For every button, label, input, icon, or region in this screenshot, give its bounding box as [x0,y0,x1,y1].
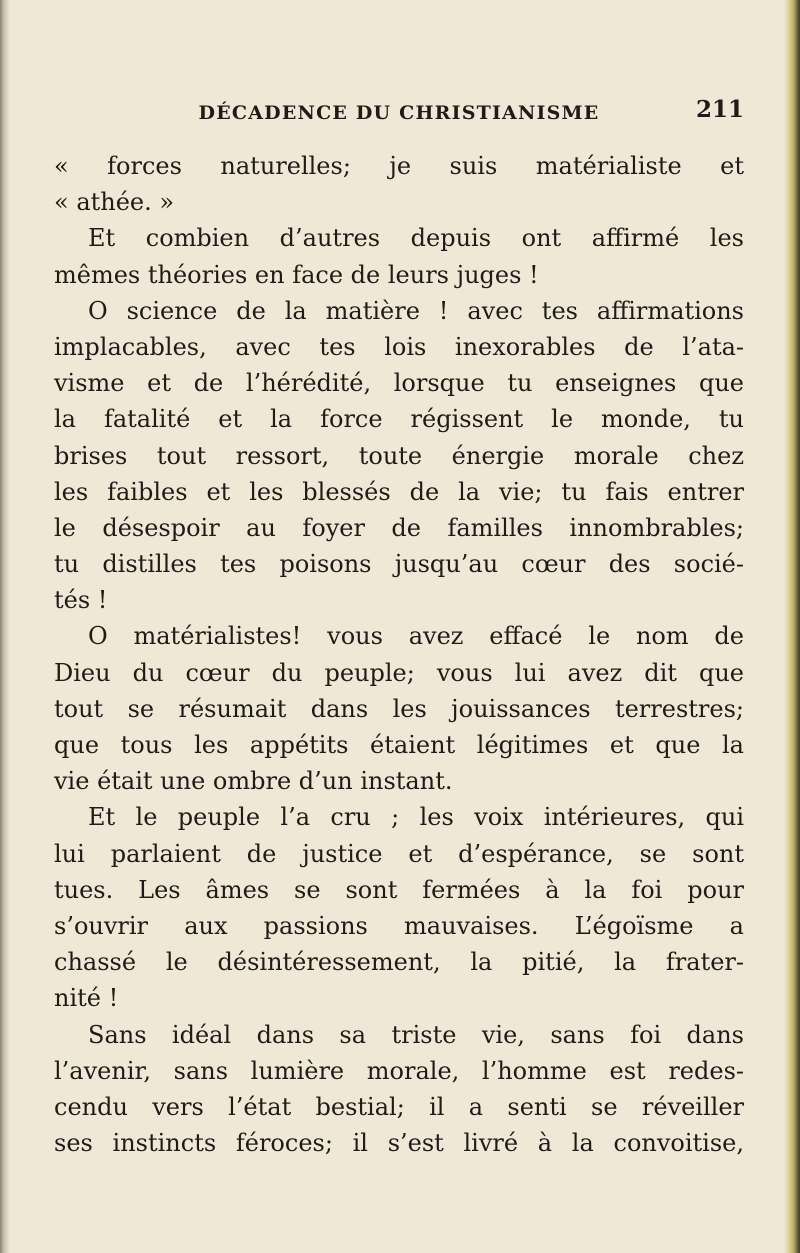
page-edge [784,0,800,1253]
text-line: que tous les appétits étaient légitimes et que la [54,731,744,759]
text-line: tues. Les âmes se sont fermées à la foi pour [54,875,744,904]
text-line: visme et de l’hérédité, lorsque tu enseignes que [54,369,744,398]
text-line: O science de la matière ! avec tes affirmations [88,296,744,325]
running-head [54,96,744,126]
text-line: Et combien d’autres depuis ont affirmé les [88,224,744,253]
text-line: vie était une ombre d’un instant. [54,767,453,796]
text-line: s’ouvrir aux passions mauvaises. L’égoïsme a [54,911,744,940]
page-gutter-shadow [0,0,10,1253]
text-line: tout se résumait dans les jouissances terrestres; [54,694,744,723]
text-line: nité ! [54,984,119,1013]
text-line: mêmes théories en face de leurs juges ! [54,260,539,289]
text-line: chassé le désintéressement, la pitié, la frater- [54,948,744,977]
text-line: cendu vers l’état bestial; il a senti se réveiller [54,1092,744,1121]
running-head-title: DÉCADENCE DU CHRISTIANISME [198,102,600,124]
text-line: Dieu du cœur du peuple; vous lui avez dit que [54,658,744,687]
body-text [54,148,744,1161]
text-line: O matérialistes! vous avez effacé le nom de [88,622,744,651]
text-line: tés ! [54,586,108,615]
text-line: le désespoir au foyer de familles innombrables; [54,513,744,542]
text-line: Sans idéal dans sa triste vie, sans foi dans [88,1020,744,1049]
text-line: l’avenir, sans lumière morale, l’homme est redes- [54,1056,744,1085]
text-line: brises tout ressort, toute énergie morale chez [54,441,744,470]
text-line: « forces naturelles; je suis matérialiste et [54,152,744,180]
text-line: lui parlaient de justice et d’espérance, se sont [54,839,744,868]
text-line: « athée. » [54,188,175,217]
text-line: Et le peuple l’a cru ; les voix intérieures, qui [88,803,744,832]
page-number: 211 [695,96,744,123]
text-line: la fatalité et la force régissent le monde, tu [54,405,744,434]
text-line: implacables, avec tes lois inexorables de l’ata- [54,332,744,361]
text-line: tu distilles tes poisons jusqu’au cœur des socié- [54,550,744,579]
text-line: les faibles et les blessés de la vie; tu fais entrer [54,477,744,506]
text-line: ses instincts féroces; il s’est livré à la convoitise, [54,1129,744,1158]
